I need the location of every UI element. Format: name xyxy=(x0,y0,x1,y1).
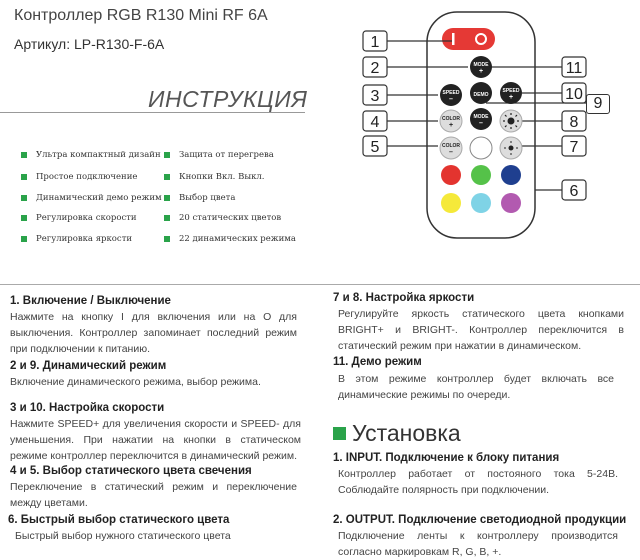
bullet-icon xyxy=(164,152,170,158)
mode-plus-button xyxy=(470,56,492,78)
section-heading-quick-color: 6. Быстрый выбор статического цвета xyxy=(8,514,230,526)
bullet-icon xyxy=(164,236,170,242)
power-button xyxy=(442,28,495,50)
feature-item: Ультра компактный дизайн xyxy=(36,150,161,160)
callout-3: 3 xyxy=(370,88,380,105)
svg-text:–: – xyxy=(449,96,453,103)
speed-plus-button xyxy=(500,82,522,104)
svg-text:+: + xyxy=(508,94,514,101)
callout-6: 6 xyxy=(569,183,579,200)
callout-7: 7 xyxy=(569,139,579,156)
section-heading-output: 2. OUTPUT. Подключение светодиодной продукции xyxy=(333,514,627,526)
color-button-purple xyxy=(501,193,521,213)
feature-item: 20 статических цветов xyxy=(179,213,282,223)
section-divider xyxy=(0,284,640,285)
callout-2: 2 xyxy=(370,60,380,77)
section-heading-input: 1. INPUT. Подключение к блоку питания xyxy=(333,452,560,464)
svg-text:COLOR: COLOR xyxy=(441,143,461,149)
callout-10: 10 xyxy=(565,86,583,103)
instruction-heading: ИНСТРУКЦИЯ xyxy=(148,86,308,112)
speed-minus-button xyxy=(440,84,462,106)
bright-plus-button xyxy=(500,110,522,132)
svg-text:–: – xyxy=(479,120,483,127)
section-text-demo: В этом режиме контроллер будет включать все динамические режимы по очереди. xyxy=(338,373,614,401)
svg-text:MODE: MODE xyxy=(473,114,489,120)
callout-1: 1 xyxy=(370,34,380,51)
color-button-green xyxy=(471,165,491,185)
svg-text:–: – xyxy=(449,149,453,156)
feature-item: Защита от перегрева xyxy=(179,150,274,160)
svg-text:+: + xyxy=(448,122,454,129)
section-text-output: Подключение ленты к контроллеру производится согласно маркировкам R, G, B, +. xyxy=(338,530,618,558)
callout-11: 11 xyxy=(565,60,583,77)
remote-diagram xyxy=(355,5,595,243)
section-heading-dynamic: 2 и 9. Динамический режим xyxy=(10,360,167,372)
svg-text:SPEED: SPEED xyxy=(442,90,460,96)
svg-text:SPEED: SPEED xyxy=(502,88,520,94)
section-text-brightness: Регулируйте яркость статического цвета кнопками BRIGHT+ и BRIGHT-. Контроллер переключится в статический режим при нажатии в динамическом. xyxy=(338,308,624,352)
document-title: Контроллер RGB R130 Mini RF 6A xyxy=(14,7,268,24)
svg-text:DEMO: DEMO xyxy=(473,92,489,98)
feature-item: Регулировка скорости xyxy=(36,213,137,223)
on-icon xyxy=(452,33,455,45)
svg-text:+: + xyxy=(478,68,484,75)
heading-underline xyxy=(0,112,305,113)
color-button-blue xyxy=(501,165,521,185)
color-button-cyan xyxy=(471,193,491,213)
bullet-icon xyxy=(164,195,170,201)
bullet-icon xyxy=(21,236,27,242)
section-text-speed: Нажмите SPEED+ для увеличения скорости и SPEED- для уменьшения. При нажатии на кнопки в статическом режиме контроллер переключится в динамический режим. xyxy=(10,418,301,462)
callout-4: 4 xyxy=(370,114,380,131)
bullet-icon xyxy=(21,174,27,180)
svg-text:COLOR: COLOR xyxy=(441,116,461,122)
section-heading-speed: 3 и 10. Настройка скорости xyxy=(10,402,165,414)
feature-item: Регулировка яркости xyxy=(36,234,133,244)
feature-item: 22 динамических режима xyxy=(179,234,296,244)
section-text-input: Контроллер работает от постояного тока 5-24В. Соблюдайте полярность при подключении. xyxy=(338,468,618,496)
bright-minus-button xyxy=(500,137,522,159)
section-heading-demo: 11. Демо режим xyxy=(333,356,422,368)
callout-9: 9 xyxy=(586,94,610,114)
color-minus-button xyxy=(440,137,462,159)
install-bullet-icon xyxy=(333,427,346,440)
section-text-power: Нажмите на кнопку I для включения или на O для выключения. Контроллер запоминает последний режим при подключении к питанию. xyxy=(10,311,297,355)
bullet-icon xyxy=(21,152,27,158)
bullet-icon xyxy=(164,215,170,221)
white-button xyxy=(470,137,492,159)
section-heading-static-color: 4 и 5. Выбор статического цвета свечения xyxy=(10,465,252,477)
demo-button xyxy=(470,82,492,104)
feature-item: Выбор цвета xyxy=(179,193,236,203)
feature-item: Кнопки Вкл. Выкл. xyxy=(179,172,265,182)
bullet-icon xyxy=(164,174,170,180)
section-text-quick-color: Быстрый выбор нужного статического цвета xyxy=(15,530,231,542)
section-heading-brightness: 7 и 8. Настройка яркости xyxy=(333,292,475,304)
mode-minus-button xyxy=(470,108,492,130)
feature-item: Динамический демо режим xyxy=(36,193,162,203)
callout-5: 5 xyxy=(370,139,380,156)
color-button-yellow xyxy=(441,193,461,213)
bullet-icon xyxy=(21,215,27,221)
article-number: Артикул: LP-R130-F-6A xyxy=(14,36,165,52)
section-text-static-color: Переключение в статический режим и переключение между цветами. xyxy=(10,481,297,509)
section-heading-power: 1. Включение / Выключение xyxy=(10,295,171,307)
install-heading: Установка xyxy=(352,420,461,446)
color-button-red xyxy=(441,165,461,185)
color-plus-button xyxy=(440,110,462,132)
bullet-icon xyxy=(21,195,27,201)
svg-text:MODE: MODE xyxy=(473,62,489,68)
callout-8: 8 xyxy=(569,114,579,131)
feature-item: Простое подключение xyxy=(36,172,138,182)
section-text-dynamic: Включение динамического режима, выбор режима. xyxy=(10,376,261,388)
